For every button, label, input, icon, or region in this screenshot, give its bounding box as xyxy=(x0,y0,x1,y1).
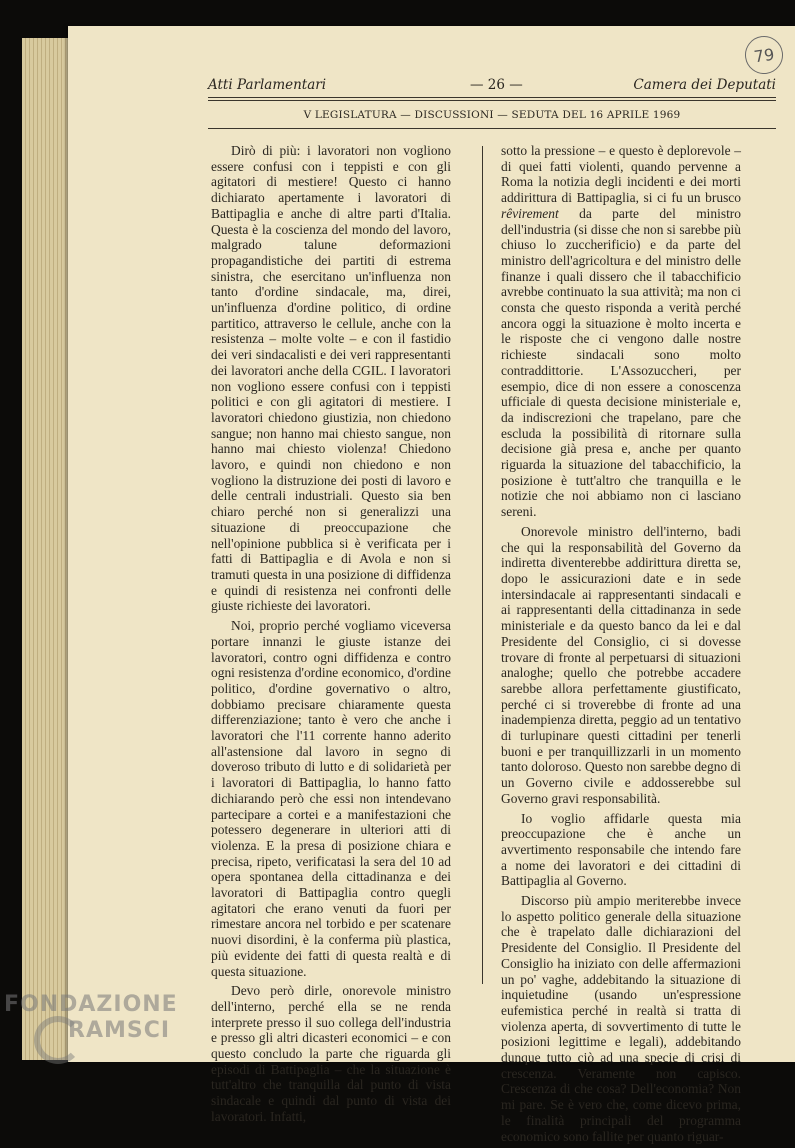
right-paragraph-1-end: da parte del ministro dell'industria (si disse che non si sarebbe più chiuso lo zuccherificio) e da parte del ministro dell'agricoltura e del ministro delle finanze i quali dissero che il tabacchificio avrebbe continuato la sua attività; ma non ci consta che questo risponda a verità perché ancora oggi la situazione è molto incerta e le risposte che ci vengono dalle nostre richieste sindacali sono molto contraddittorie. L'Assozuccheri, per esempio, dice di non essere a conoscenza ufficiale di questa decisione ministeriale e, da indiscrezioni che trapelano, pare che escluda la possibilità di ritornare sulla decisione già presa e, anche per quanto riguarda la situazione del tabacchificio, la posizione è tutt'altro che tranquilla e le notizie che noi abbiamo non ci lasciano sereni. xyxy=(501,205,741,520)
header-rule xyxy=(208,97,776,98)
watermark-line-2: RAMSCI xyxy=(68,1018,171,1043)
header-rule-second xyxy=(208,100,776,101)
right-paragraph-2: Onorevole ministro dell'interno, badi che qui la responsabilità del Governo da indiretta diventerebbe addirittura diretta se, dopo le assicurazioni date e in sede intersindacale ai rappresentanti sindacali e ai rappresentanti della cittadinanza in sede ministeriale e da questo banco da lei e dal Presidente del Consiglio, ci si dovesse trovare di fronte al perpetuarsi di situazioni analoghe; quello che potrebbe accadere sarebbe allora perfettamente giustificato, perché ci si troverebbe di fronte ad una inadempienza diretta, peggio ad un tentativo di turlupinare questi cittadini per tenerli buoni e per tranquillizzarli in un momento tanto doloroso. Questo non sarebbe degno di un Governo civile e addosserebbe sul Governo gravi responsabilità. xyxy=(501,523,741,806)
header-left: Atti Parlamentari xyxy=(208,77,327,93)
session-rule xyxy=(208,128,776,129)
fondazione-gramsci-watermark xyxy=(4,992,204,1072)
watermark-line-1: FONDAZIONE xyxy=(4,992,178,1017)
column-divider xyxy=(482,146,483,984)
italic-word: rêvirement xyxy=(501,205,559,221)
running-header xyxy=(208,77,776,97)
header-right: Camera dei Deputati xyxy=(633,77,776,93)
right-paragraph-3: Io voglio affidarle questa mia preoccupazione che è anche un avvertimento responsabile che intendo fare a nome dei lavoratori e dei cittadini di Battipaglia al Governo. xyxy=(501,810,741,889)
document-page xyxy=(68,26,795,1144)
left-paragraph-1: Dirò di più: i lavoratori non vogliono essere confusi con i teppisti e con gli agitatori di mestiere! Questo ci hanno dichiarato apertamente i lavoratori di Battipaglia e anche di altre parti d'Italia. Questa è la coscienza del mondo del lavoro, malgrado talune deformazioni propagandistiche dei partiti di estrema sinistra, che esercitano un'influenza non tanto d'ordine sindacale, ma, direi, un'influenza d'ordine politico, di ordine partitico, attraverso le cellule, anche con la resistenza – molte volte – e con il fastidio dei veri sindacalisti e dei veri rappresentanti dei lavoratori anche della CGIL. I lavoratori non vogliono essere confusi con i teppisti politici e con gli agitatori di mestiere. I lavoratori chiedono giustizia, non chiedono sangue; non hanno mai chiesto sangue, non hanno mai chiesto violenza! Chiedono lavoro, e quindi non chiedono e non vogliono la distruzione dei posti di lavoro e delle centrali industriali. Questo sia ben chiaro perché non si generalizzi una situazione di preoccupazione che nell'opinione pubblica si è verificata per i fatti di Battipaglia e di Avola e non si tramuti questa in una posizione di diffidenza e quindi di resistenza nei confronti delle giuste richieste dei lavoratori. xyxy=(211,143,451,614)
right-paragraph-4: Discorso più ampio meriterebbe invece lo aspetto politico generale della situazione che è trapelato dalle dichiarazioni del Presidente del Consiglio. Il Presidente del Consiglio ha iniziato con delle affermazioni un po' vaghe, addebitando la situazione di inquietudine (usando un'espressione eufemistica perché in realtà si tratta di violenza aperta, di sovvertimento di tutte le posizioni legittime e legali), addebitando dunque tutto ciò ad una specie di crisi di crescenza. Veramente non capisco. Crescenza di che cosa? Dell'economia? Non mi pare. Se è vero che, come dicevo prima, le finalità principali del programma economico sono fallite per quanto riguar- xyxy=(501,893,741,1144)
right-paragraph-1 xyxy=(501,143,741,520)
archive-number-mark: 79 xyxy=(743,34,786,77)
left-paragraph-2: Noi, proprio perché vogliamo viceversa portare innanzi le giuste istanze dei lavoratori, contro ogni diffidenza e contro ogni resistenza d'ordine economico, d'ordine politico, d'ordine governativo o altro, dobbiamo precisare chiaramente questa differenziazione; tanto è vero che anche i lavoratori che l'11 corrente hanno aderito all'astensione dal lavoro in segno di doveroso tributo di lutto e di solidarietà per i lavoratori di Battipaglia, lo hanno fatto dichiarando però che essi non intendevano partecipare a cortei e a manifestazioni che potessero degenerare in ulteriori atti di violenza. E la presa di posizione chiara e precisa, ripeto, verificatasi la sera del 10 ad opera spontanea della cittadinanza e dei lavoratori di Battipaglia contro quegli agitatori che erano venuti da fuori per rimestare ancora nel torbido e per scatenare nuovi disordini, è la conferma più plastica, più evidente dei fatti di questa realtà e di questa situazione. xyxy=(211,618,451,979)
right-paragraph-1-start: sotto la pressione – e questo è deplorevole – di quei fatti violenti, quando pervenne a Roma la notizia degli incidenti e dei morti addirittura di Battipaglia, si ci fu un brusco xyxy=(501,143,741,206)
page-number: — 26 — xyxy=(470,77,523,93)
session-line: V LEGISLATURA — DISCUSSIONI — SEDUTA DEL 16 APRILE 1969 xyxy=(303,109,681,121)
left-column xyxy=(211,143,451,1129)
right-column xyxy=(501,143,741,1148)
left-paragraph-3: Devo però dirle, onorevole ministro dell'interno, perché ella se ne renda interprete presso il suo collega dell'industria e presso gli altri dicasteri economici – e con questo concludo la parte che riguarda gli episodi di Battipaglia – che la situazione è tutt'altro che tranquilla dal punto di vista sindacale e quindi dal punto di vista dei lavoratori. Infatti, xyxy=(211,983,451,1124)
